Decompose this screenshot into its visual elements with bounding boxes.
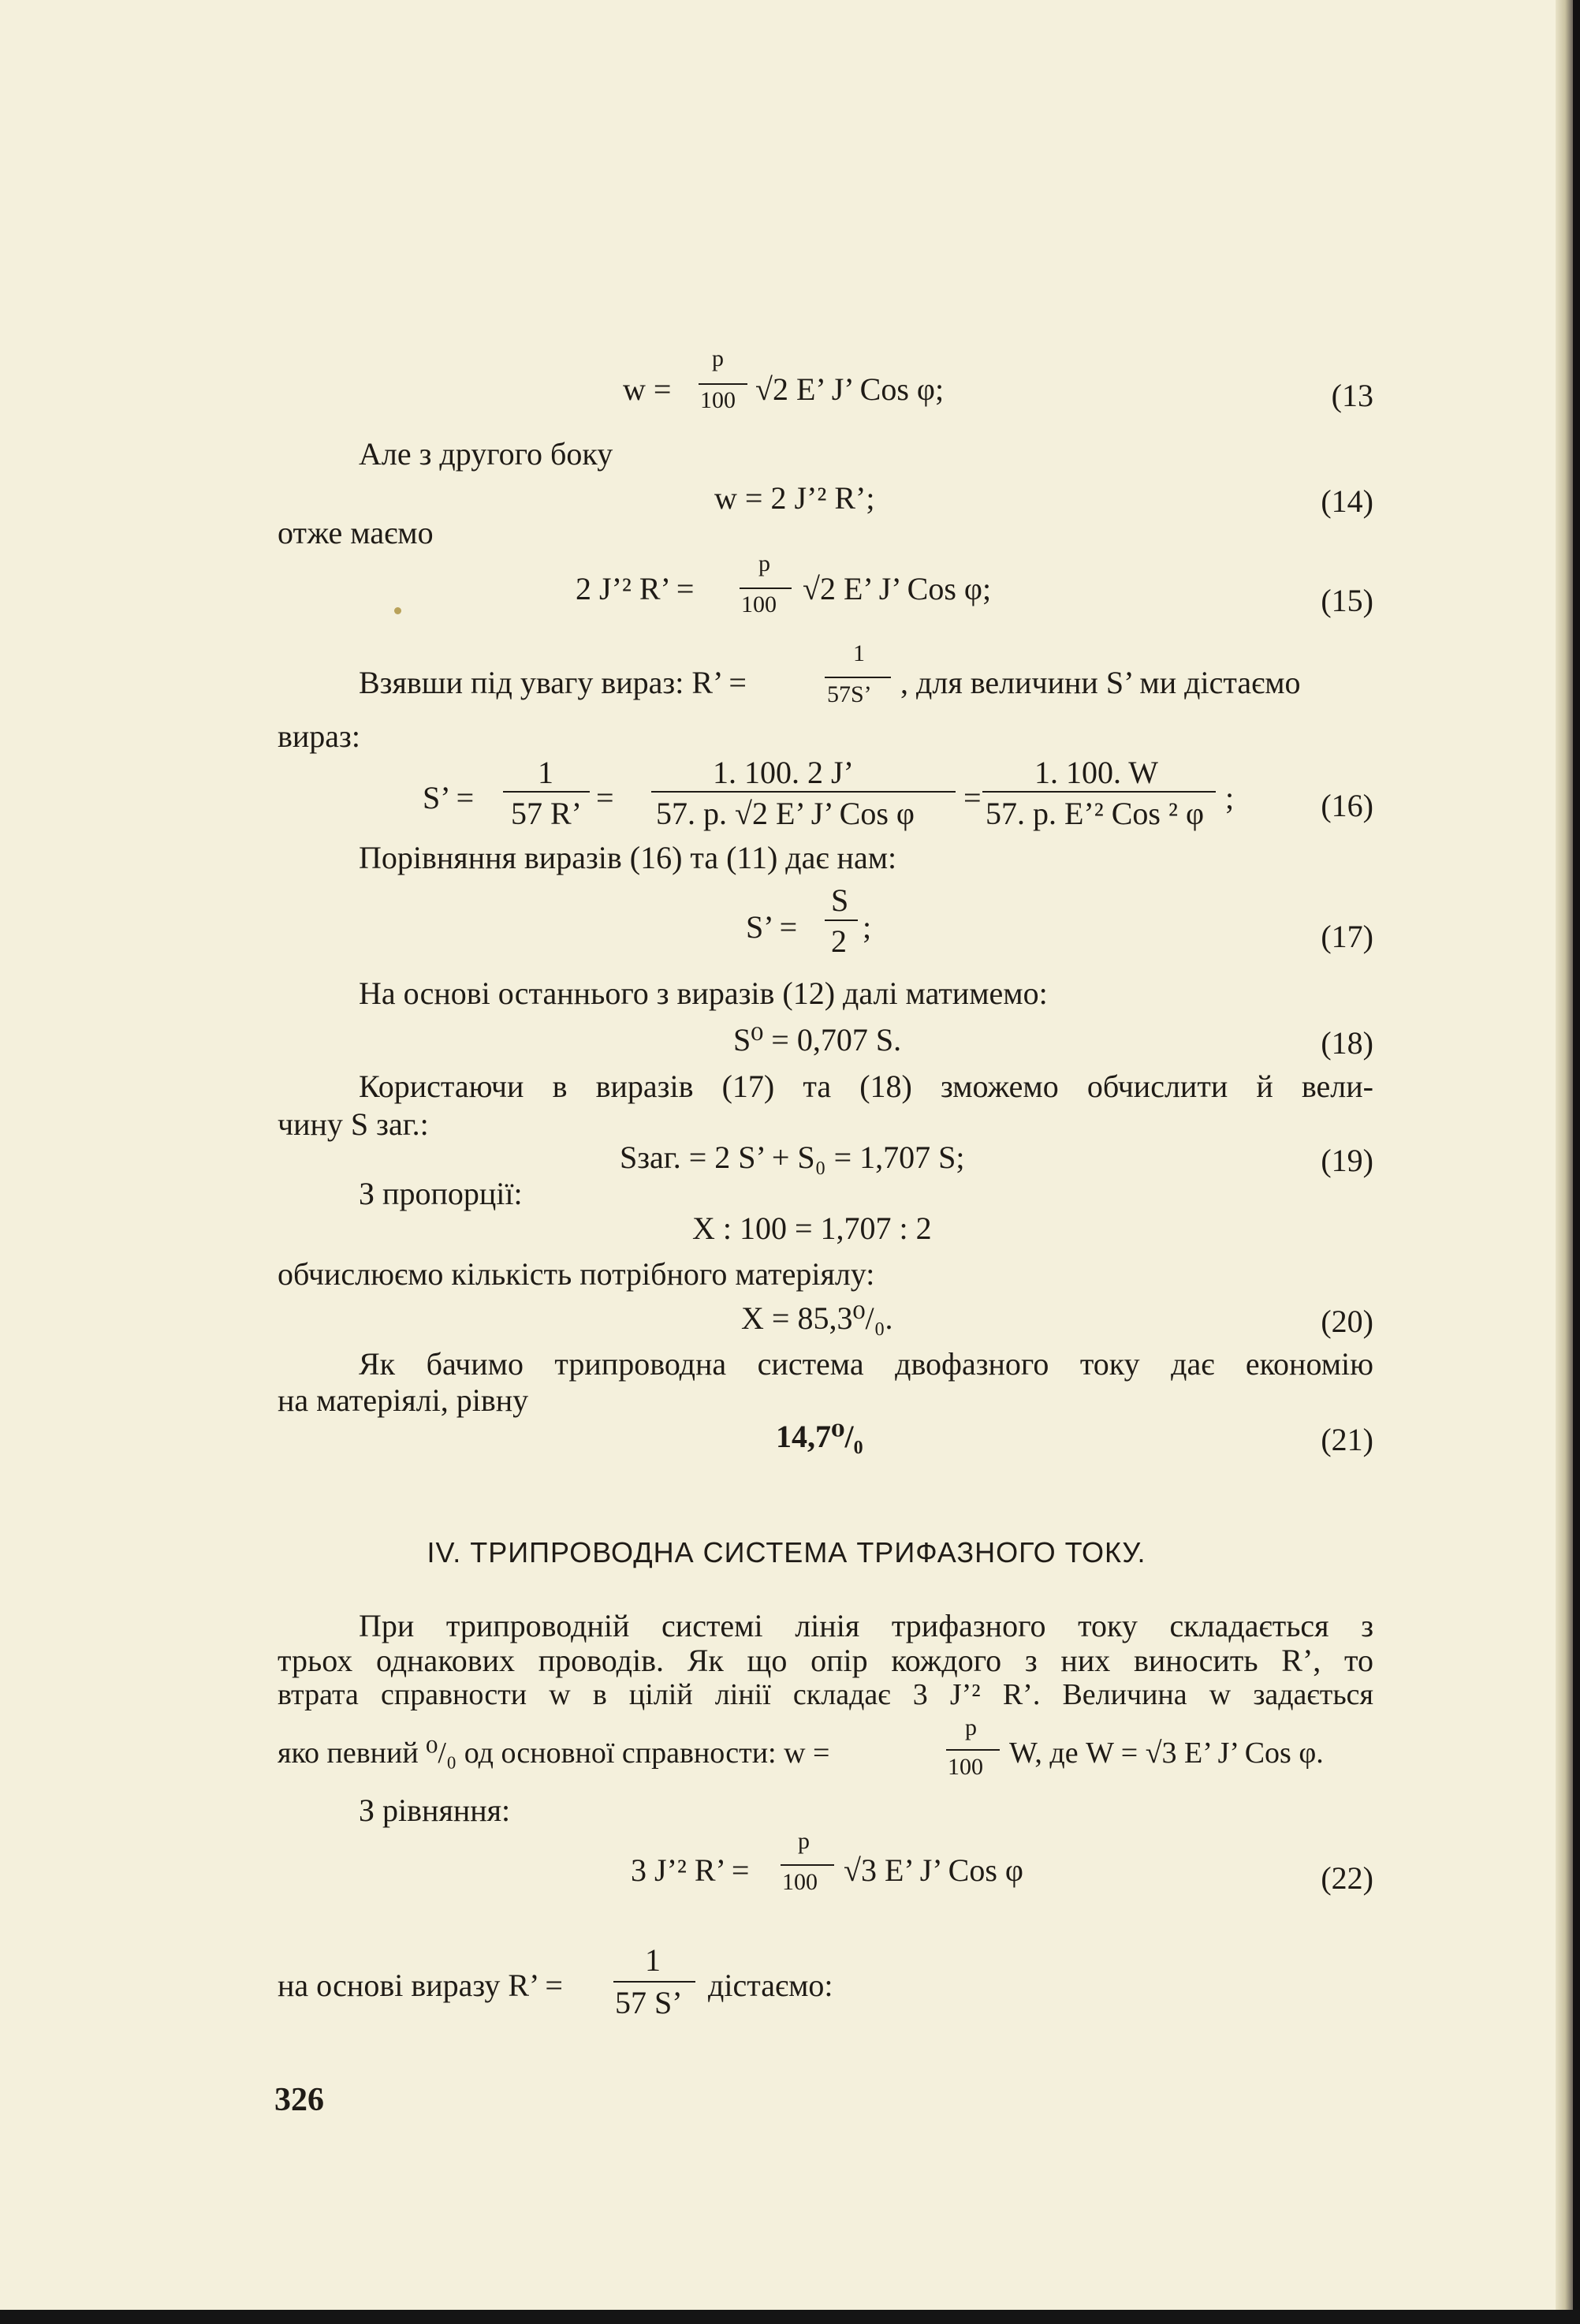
eq17-denominator: 2 bbox=[831, 923, 847, 959]
paragraph-6: На основі останнього з виразів (12) далі матимемо: bbox=[359, 975, 1048, 1011]
eq16-lhs: S’ = bbox=[423, 780, 475, 815]
p13-numerator: 1 bbox=[645, 1942, 661, 1978]
paragraph-12: З рівняння: bbox=[359, 1792, 511, 1828]
p11d-denominator: 100 bbox=[948, 1754, 983, 1780]
p13-start: на основі виразу R’ = bbox=[278, 1968, 563, 2003]
eq18-label: (18) bbox=[1321, 1025, 1373, 1061]
eq17-lhs: S’ = bbox=[746, 909, 798, 945]
p3-fraction-bar bbox=[825, 677, 891, 678]
eq22-numerator: p bbox=[798, 1828, 810, 1854]
eq16-end: ; bbox=[1225, 780, 1235, 815]
eq13-fraction-bar bbox=[699, 383, 747, 385]
eq22-fraction-bar bbox=[781, 1864, 834, 1866]
p11d-fraction-bar bbox=[946, 1749, 1000, 1751]
eq13-left: w = bbox=[623, 371, 672, 407]
eq16-f2-numerator: 1. 100. 2 J’ bbox=[713, 755, 854, 790]
eq15-label: (15) bbox=[1321, 583, 1373, 618]
eq21-label: (21) bbox=[1321, 1422, 1373, 1457]
paragraph-5: Порівняння виразів (16) та (11) дає нам: bbox=[359, 840, 897, 875]
eq14-body: w = 2 J’² R’; bbox=[714, 480, 875, 516]
p3-numerator: 1 bbox=[853, 640, 865, 666]
eq16-f2-denominator: 57. p. √2 E’ J’ Cos φ bbox=[656, 796, 915, 831]
eq16-f1-numerator: 1 bbox=[538, 755, 553, 790]
eq16-f3-bar bbox=[982, 791, 1216, 793]
eq16-f3-numerator: 1. 100. W bbox=[1034, 755, 1159, 790]
eq17-numerator: S bbox=[831, 882, 849, 918]
eq17-end: ; bbox=[863, 909, 872, 945]
eq16-f2-bar bbox=[651, 791, 956, 793]
eq13-right: √2 E’ J’ Cos φ; bbox=[755, 371, 945, 407]
paragraph-1: Але з другого боку bbox=[359, 436, 613, 472]
p11d-start: яко певний ⁰/₀ од основної справности: w = bbox=[278, 1736, 830, 1770]
p11d-numerator: p bbox=[965, 1714, 977, 1740]
eq13-denominator: 100 bbox=[700, 387, 736, 413]
paragraph-2: отже маємо bbox=[278, 515, 434, 550]
p3-start: Взявши під увагу вираз: R’ = bbox=[359, 665, 747, 700]
eq15-left: 2 J’² R’ = bbox=[576, 571, 695, 606]
eq16-f1-denominator: 57 R’ bbox=[511, 796, 582, 831]
eq16-f1-bar bbox=[503, 791, 590, 793]
eq15-denominator: 100 bbox=[741, 591, 777, 617]
paragraph-11-line-1: При трипроводній системі лінія трифазного току складається з bbox=[359, 1608, 1373, 1643]
paragraph-8: З пропорції: bbox=[359, 1176, 523, 1211]
page-spine-shadow bbox=[1556, 0, 1573, 2311]
p13-fraction-bar bbox=[613, 1981, 695, 1983]
paragraph-10-line-1: Як бачимо трипроводна система двофазного току дає економію bbox=[359, 1346, 1373, 1382]
paragraph-7-line-2: чину S заг.: bbox=[278, 1106, 429, 1142]
p11d-end: W, де W = √3 E’ J’ Cos φ. bbox=[1009, 1736, 1324, 1770]
paragraph-10-line-2: на матеріялі, рівну bbox=[278, 1382, 529, 1418]
eq22-label: (22) bbox=[1321, 1860, 1373, 1896]
eq20-label: (20) bbox=[1321, 1304, 1373, 1339]
eq15-right: √2 E’ J’ Cos φ; bbox=[803, 571, 992, 606]
scan-border bbox=[0, 2310, 1580, 2324]
eq13-numerator: p bbox=[712, 345, 724, 371]
eq18-body: S⁰ = 0,707 S. bbox=[733, 1022, 902, 1058]
eq16-eq-2: = bbox=[963, 780, 982, 815]
eq22-left: 3 J’² R’ = bbox=[631, 1852, 750, 1888]
paragraph-11-line-3: втрата справности w в цілій лінії складає 3 J’² R’. Величина w задається bbox=[278, 1678, 1373, 1711]
ink-speck bbox=[394, 607, 401, 614]
eq19-label: (19) bbox=[1321, 1143, 1373, 1178]
eq14-label: (14) bbox=[1321, 483, 1373, 519]
paragraph-4: вираз: bbox=[278, 718, 360, 754]
p3-denominator: 57S’ bbox=[827, 681, 872, 707]
proportion-equation: X : 100 = 1,707 : 2 bbox=[692, 1210, 932, 1246]
eq22-right: √3 E’ J’ Cos φ bbox=[844, 1852, 1023, 1888]
paragraph-7-line-1: Користаючи в виразів (17) та (18) зможемо обчислити й вели- bbox=[359, 1069, 1373, 1104]
section-heading: IV. ТРИПРОВОДНА СИСТЕМА ТРИФАЗНОГО ТОКУ. bbox=[427, 1536, 1146, 1569]
eq17-label: (17) bbox=[1321, 919, 1373, 954]
eq16-eq-1: = bbox=[596, 780, 614, 815]
eq13-label: (13 bbox=[1331, 378, 1373, 413]
eq21-body: 14,7⁰/₀ bbox=[776, 1419, 863, 1454]
paragraph-11-line-2: трьох однакових проводів. Як що опір кождого з них виносить R’, то bbox=[278, 1643, 1373, 1678]
page-number: 326 bbox=[274, 2082, 324, 2118]
eq20-body: X = 85,3⁰/₀. bbox=[741, 1300, 893, 1336]
eq15-fraction-bar bbox=[740, 588, 792, 589]
eq16-f3-denominator: 57. p. E’² Cos ² φ bbox=[986, 796, 1205, 831]
eq16-label: (16) bbox=[1321, 788, 1373, 823]
p13-end: дістаємо: bbox=[708, 1968, 833, 2003]
eq22-denominator: 100 bbox=[782, 1869, 818, 1895]
p3-end: , для величини S’ ми дістаємо bbox=[900, 665, 1301, 700]
eq15-numerator: p bbox=[758, 550, 770, 576]
eq19-body: Sзаг. = 2 S’ + S₀ = 1,707 S; bbox=[620, 1140, 965, 1175]
eq17-fraction-bar bbox=[825, 920, 858, 921]
p13-denominator: 57 S’ bbox=[615, 1985, 683, 2020]
paragraph-9: обчислюємо кількість потрібного матеріялу: bbox=[278, 1256, 875, 1292]
